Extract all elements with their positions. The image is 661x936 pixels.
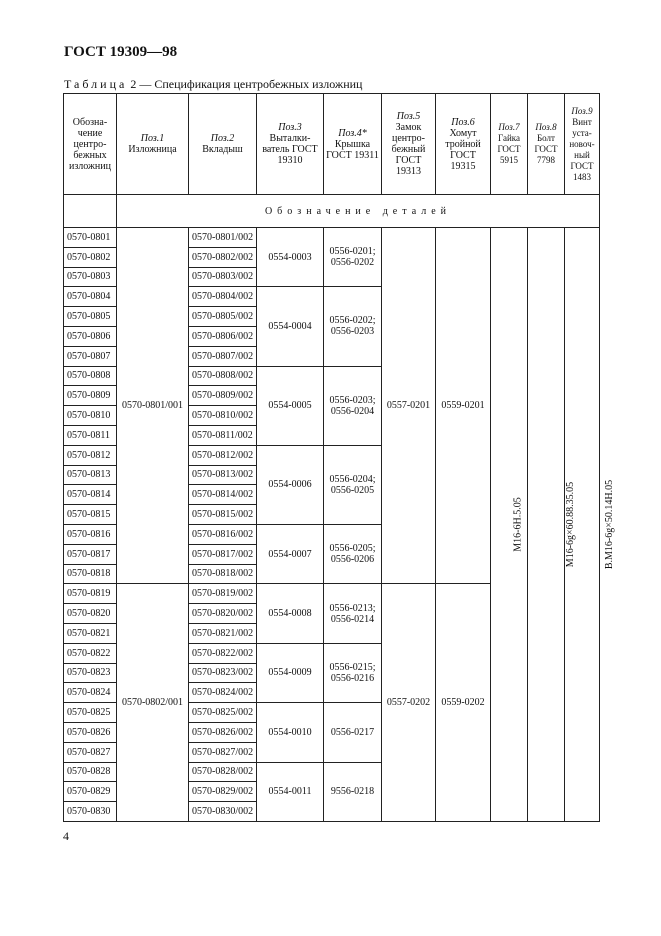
col-screw: Поз.9 Винт уста-новоч-ный ГОСТ 1483: [565, 94, 600, 195]
ejector-cell: 0554-0011: [257, 762, 324, 821]
col-clamp: Поз.6 Хомут тройной ГОСТ 19315: [436, 94, 491, 195]
mould-designation: 0570-0821: [64, 623, 117, 643]
table-caption: [64, 77, 362, 92]
screw-designation: В.М16-6g×50.14Н.05: [604, 479, 616, 570]
lock-cell: 0557-0202: [382, 584, 436, 822]
mould-designation: 0570-0802: [64, 247, 117, 267]
insert-cell: 0570-0825/002: [189, 703, 257, 723]
nut-cell: [491, 228, 528, 822]
insert-cell: 0570-0812/002: [189, 445, 257, 465]
insert-cell: 0570-0805/002: [189, 307, 257, 327]
mould-designation: 0570-0806: [64, 326, 117, 346]
mould-designation: 0570-0830: [64, 802, 117, 822]
insert-cell: 0570-0816/002: [189, 524, 257, 544]
mould-designation: 0570-0803: [64, 267, 117, 287]
ejector-cell: 0554-0004: [257, 287, 324, 366]
lid-cell: 0556-0215; 0556-0216: [324, 643, 382, 702]
col-nut: Поз.7 Гайка ГОСТ 5915: [491, 94, 528, 195]
insert-cell: 0570-0810/002: [189, 406, 257, 426]
insert-cell: 0570-0820/002: [189, 604, 257, 624]
specification-table: [63, 93, 616, 822]
ejector-cell: 0554-0006: [257, 445, 324, 524]
insert-cell: 0570-0828/002: [189, 762, 257, 782]
insert-cell: 0570-0815/002: [189, 505, 257, 525]
insert-cell: 0570-0821/002: [189, 623, 257, 643]
caption-number: 2: [130, 77, 137, 91]
insert-cell: 0570-0809/002: [189, 386, 257, 406]
insert-cell: 0570-0803/002: [189, 267, 257, 287]
insert-cell: 0570-0808/002: [189, 366, 257, 386]
col-mould: Поз.1 Изложница: [117, 94, 189, 195]
mould-designation: 0570-0814: [64, 485, 117, 505]
insert-cell: 0570-0819/002: [189, 584, 257, 604]
lid-cell: 0556-0201; 0556-0202: [324, 228, 382, 287]
ejector-cell: 0554-0007: [257, 524, 324, 583]
mould-designation: 0570-0815: [64, 505, 117, 525]
lid-cell: 0556-0205; 0556-0206: [324, 524, 382, 583]
page-number: 4: [63, 829, 69, 843]
lid-cell: 0556-0213; 0556-0214: [324, 584, 382, 643]
caption-prefix: Таблица: [64, 77, 128, 91]
mould-designation: 0570-0811: [64, 425, 117, 445]
mould-designation: 0570-0819: [64, 584, 117, 604]
clamp-cell: 0559-0202: [436, 584, 491, 822]
col-ejector: Поз.3 Выталки-ватель ГОСТ 19310: [257, 94, 324, 195]
bolt-designation: М16-6g×60.88.35.05: [565, 481, 577, 568]
insert-cell: 0570-0823/002: [189, 663, 257, 683]
mould-designation: 0570-0825: [64, 703, 117, 723]
mould-designation: 0570-0820: [64, 604, 117, 624]
mould-designation: 0570-0810: [64, 406, 117, 426]
bolt-cell: [528, 228, 577, 822]
insert-cell: 0570-0818/002: [189, 564, 257, 584]
insert-cell: 0570-0806/002: [189, 326, 257, 346]
header-row: [64, 94, 600, 195]
mould-designation: 0570-0812: [64, 445, 117, 465]
ejector-cell: 0554-0003: [257, 228, 324, 287]
mould-designation: 0570-0823: [64, 663, 117, 683]
mould-designation: 0570-0816: [64, 524, 117, 544]
col-bolt: Поз.8 Болт ГОСТ 7798: [528, 94, 565, 195]
mould-cell: 0570-0802/001: [117, 584, 189, 822]
insert-cell: 0570-0801/002: [189, 228, 257, 248]
subheader-row: [64, 195, 600, 228]
insert-cell: 0570-0813/002: [189, 465, 257, 485]
lid-cell: 0556-0203; 0556-0204: [324, 366, 382, 445]
ejector-cell: 0554-0008: [257, 584, 324, 643]
mould-designation: 0570-0808: [64, 366, 117, 386]
table-row: [64, 228, 600, 248]
mould-designation: 0570-0817: [64, 544, 117, 564]
insert-cell: 0570-0814/002: [189, 485, 257, 505]
col-insert: Поз.2 Вкладыш: [189, 94, 257, 195]
mould-designation: 0570-0804: [64, 287, 117, 307]
col-lid: Поз.4* Крышка ГОСТ 19311: [324, 94, 382, 195]
mould-designation: 0570-0827: [64, 742, 117, 762]
ejector-cell: 0554-0009: [257, 643, 324, 702]
insert-cell: 0570-0817/002: [189, 544, 257, 564]
insert-cell: 0570-0811/002: [189, 425, 257, 445]
caption-title: — Спецификация центробежных изложниц: [139, 77, 363, 91]
mould-designation: 0570-0809: [64, 386, 117, 406]
lock-cell: 0557-0201: [382, 228, 436, 584]
ejector-cell: 0554-0005: [257, 366, 324, 445]
insert-cell: 0570-0807/002: [189, 346, 257, 366]
ejector-cell: 0554-0010: [257, 703, 324, 762]
insert-cell: 0570-0826/002: [189, 722, 257, 742]
col-designation: Обозна-чение центро-бежных изложниц: [64, 94, 117, 195]
document-header: ГОСТ 19309—98: [64, 44, 178, 60]
insert-cell: 0570-0802/002: [189, 247, 257, 267]
insert-cell: 0570-0830/002: [189, 802, 257, 822]
clamp-cell: 0559-0201: [436, 228, 491, 584]
mould-designation: 0570-0826: [64, 722, 117, 742]
insert-cell: 0570-0829/002: [189, 782, 257, 802]
mould-designation: 0570-0813: [64, 465, 117, 485]
insert-cell: 0570-0804/002: [189, 287, 257, 307]
lid-cell: 0556-0217: [324, 703, 382, 762]
mould-designation: 0570-0805: [64, 307, 117, 327]
lid-cell: 9556-0218: [324, 762, 382, 821]
mould-designation: 0570-0807: [64, 346, 117, 366]
nut-designation: М16-6Н.5.05: [512, 497, 524, 552]
mould-designation: 0570-0829: [64, 782, 117, 802]
lid-cell: 0556-0202; 0556-0203: [324, 287, 382, 366]
mould-designation: 0570-0801: [64, 228, 117, 248]
subheader-label: Обозначение деталей: [117, 195, 600, 228]
subheader-blank: [64, 195, 117, 228]
mould-designation: 0570-0828: [64, 762, 117, 782]
insert-cell: 0570-0822/002: [189, 643, 257, 663]
lid-cell: 0556-0204; 0556-0205: [324, 445, 382, 524]
mould-designation: 0570-0822: [64, 643, 117, 663]
mould-designation: 0570-0818: [64, 564, 117, 584]
insert-cell: 0570-0827/002: [189, 742, 257, 762]
mould-cell: 0570-0801/001: [117, 228, 189, 584]
insert-cell: 0570-0824/002: [189, 683, 257, 703]
mould-designation: 0570-0824: [64, 683, 117, 703]
col-lock: Поз.5 Замок центро-бежный ГОСТ 19313: [382, 94, 436, 195]
